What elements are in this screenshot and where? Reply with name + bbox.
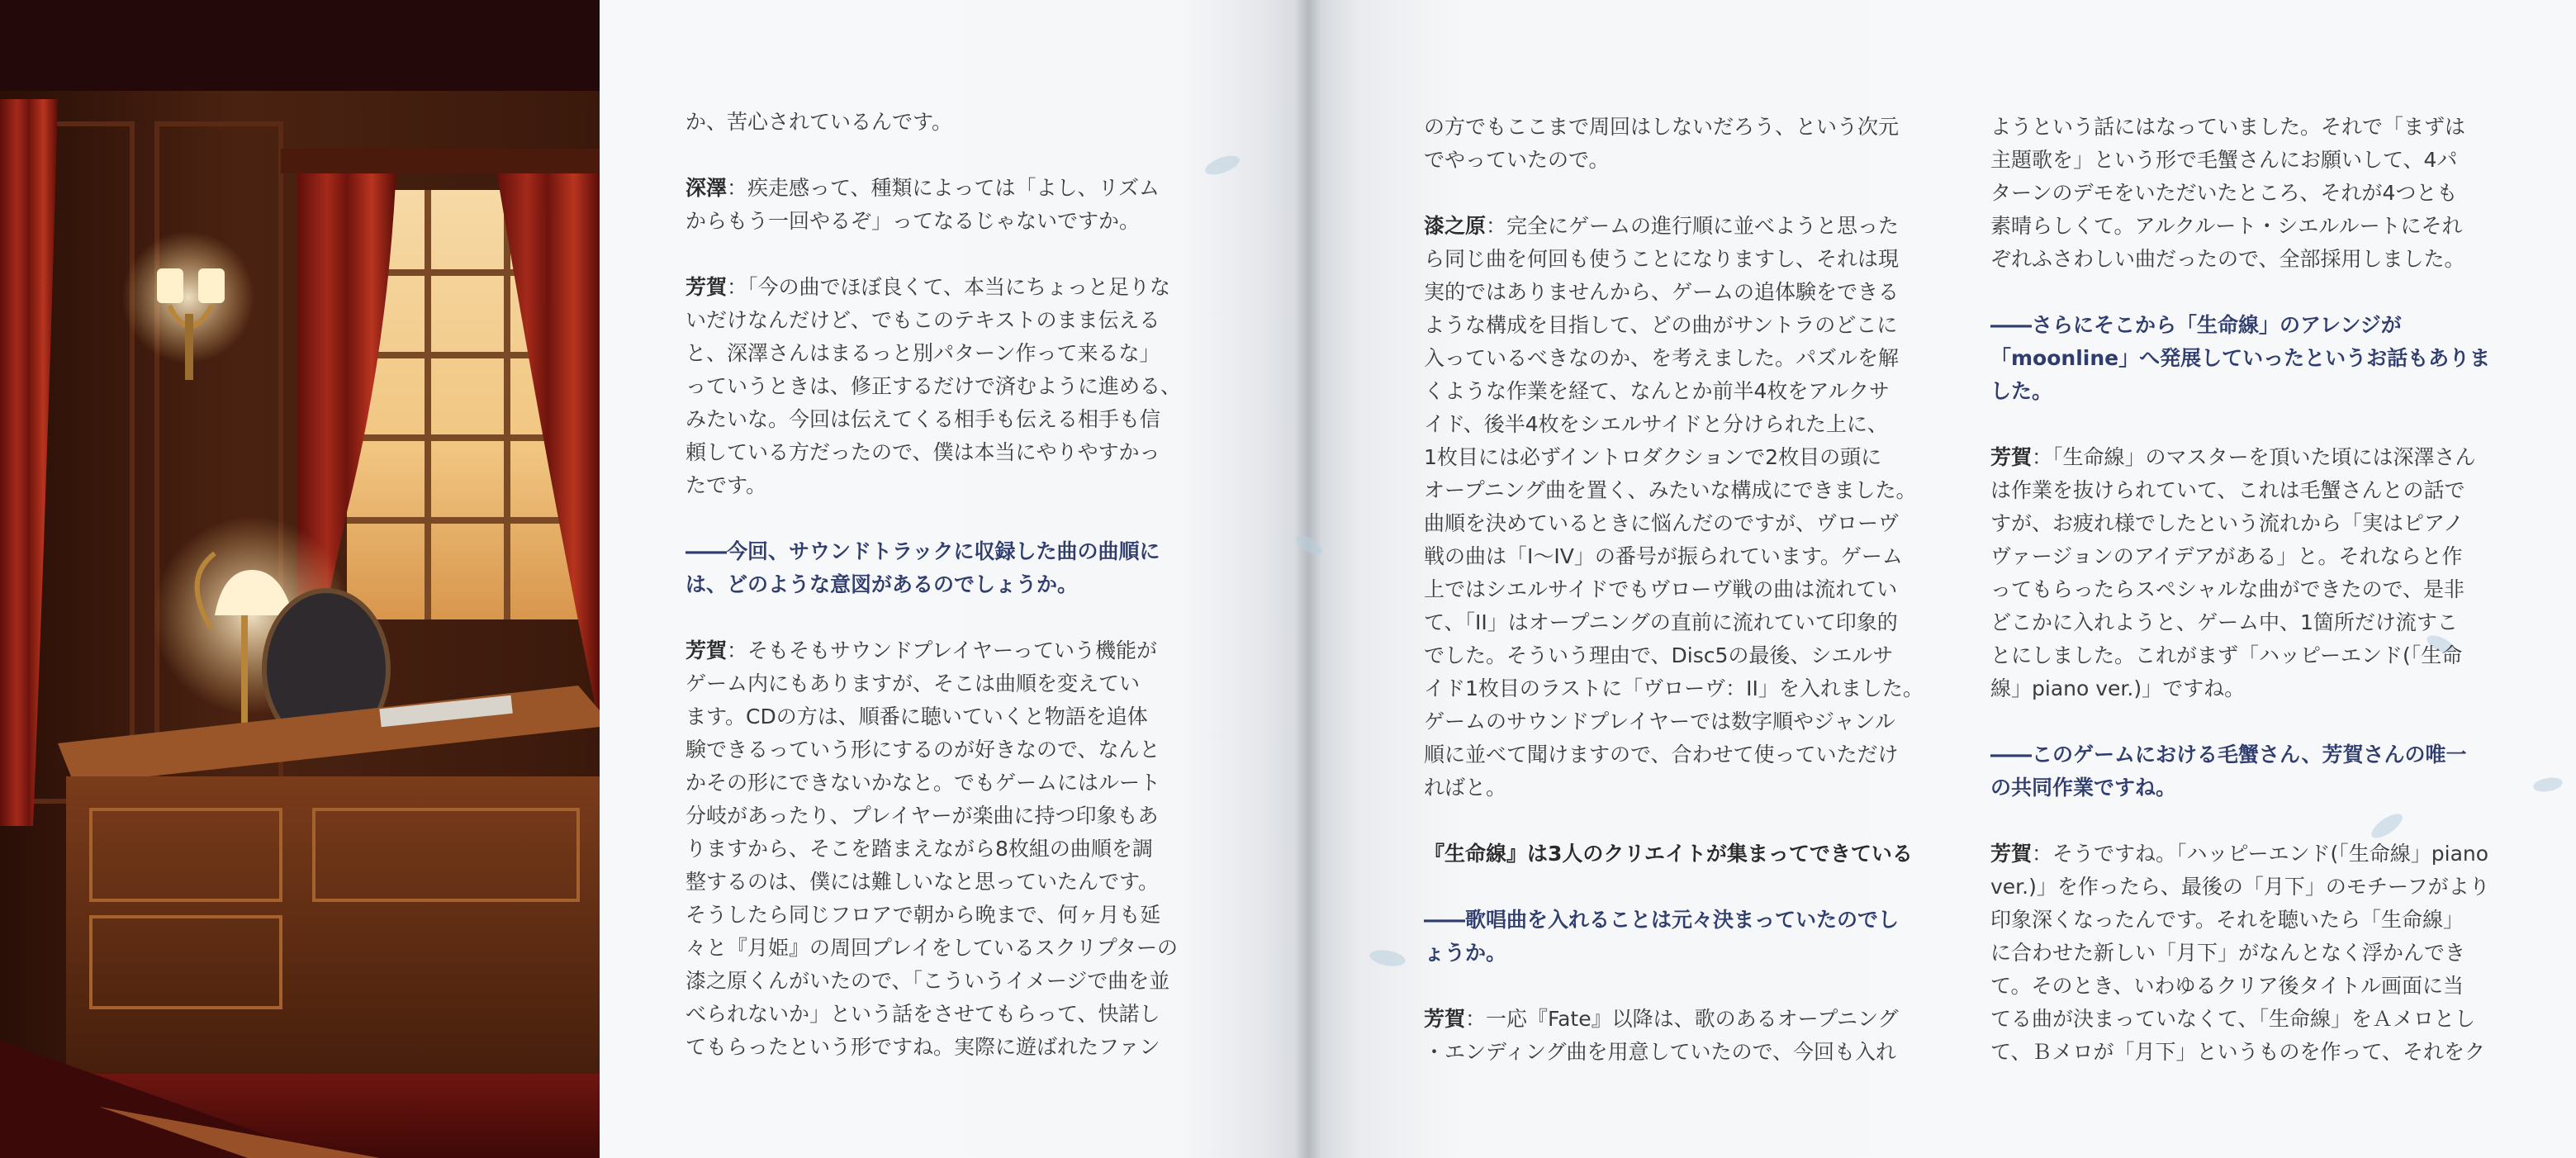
text-line	[1990, 144, 2486, 177]
line-text: て。そのとき、いわゆるクリア後タイトル画面に当	[1990, 974, 2465, 998]
room-illustration	[0, 0, 600, 1158]
line-text: たです。	[686, 473, 767, 497]
text-line	[686, 271, 1181, 304]
text-line	[686, 535, 1181, 568]
line-text: の方でもここまで周回はしないだろう、という次元	[1424, 115, 1900, 139]
line-text: 1枚目には必ずイントロダクションで2枚目の頭に	[1424, 445, 1882, 469]
line-text: とにしました。これがまず「ハッピーエンド(「生命	[1990, 643, 2463, 667]
text-line	[1990, 441, 2486, 474]
interview-paragraph	[1424, 111, 1919, 177]
interview-paragraph	[1990, 838, 2490, 1069]
text-column-1	[686, 106, 1181, 1097]
text-line	[1424, 937, 1919, 970]
text-line	[686, 370, 1181, 403]
line-text: みたいな。今回は伝えてくる相手も伝える相手も信	[686, 407, 1161, 431]
interview-paragraph	[1990, 441, 2486, 705]
line-text: ってもらったらスペシャルな曲ができたので、是非	[1990, 577, 2465, 601]
line-text: イド、後半4枚をシエルサイドと分けられた上に、	[1424, 412, 1888, 436]
text-line	[1424, 474, 1919, 507]
text-line	[1990, 904, 2486, 937]
text-line	[686, 205, 1181, 238]
speaker-name: 芳賀	[1990, 842, 2033, 866]
text-line	[1424, 573, 1919, 606]
text-line	[1424, 771, 1919, 804]
text-line	[1990, 474, 2486, 507]
line-text: ような構成を目指して、どの曲がサントラのどこに	[1424, 313, 1898, 337]
text-line	[1424, 276, 1919, 309]
text-line	[1990, 672, 2486, 705]
text-line	[1424, 441, 1919, 474]
line-text: ：「今の曲でほぼ良くて、本当にちょっと足りな	[727, 275, 1171, 299]
line-text: どこかに入れようと、ゲーム中、1箇所だけ流すこ	[1990, 610, 2458, 634]
line-text: オープニング曲を置く、みたいな構成にできました。	[1424, 478, 1917, 502]
petal-decoration	[1363, 942, 1412, 975]
line-text: 実的ではありませんから、ゲームの追体験をできる	[1424, 280, 1900, 304]
line-text: て、「II」はオープニングの直前に流れていて印象的	[1424, 610, 1898, 634]
line-text: りますから、そこを踏まえながら8枚組の曲順を調	[686, 837, 1153, 861]
line-text: 々と『月姫』の周回プレイをしているスクリプターの	[686, 936, 1179, 960]
interview-paragraph	[1990, 111, 2486, 276]
line-text: ver.)」を作ったら、最後の「月下」のモチーフがより	[1990, 875, 2490, 899]
text-line	[686, 469, 1181, 502]
line-text: ：一応『Fate』以降は、歌のあるオープニング	[1465, 1007, 1899, 1031]
text-line	[1424, 210, 1919, 243]
speaker-name: 芳賀	[686, 275, 728, 299]
line-text: ぞれふさわしい曲だったので、全部採用しました。	[1990, 247, 2465, 271]
line-text: 順に並べて聞けますので、合わせて使っていただけ	[1424, 743, 1899, 766]
line-text: いだけなんだけど、でもこのテキストのまま伝える	[686, 308, 1160, 332]
line-text: に合わせた新しい「月下」がなんとなく浮かんでき	[1990, 941, 2466, 965]
line-text: ：そうですね。「ハッピーエンド(「生命線」piano	[2032, 842, 2489, 866]
text-line	[686, 634, 1181, 667]
text-line	[1990, 342, 2491, 375]
text-line	[1424, 838, 1919, 871]
text-line	[1990, 871, 2490, 904]
line-text: っていうときは、修正するだけで済むように進める、	[686, 374, 1182, 398]
line-text: ：「生命線」のマスターを頂いた頃には深澤さん	[2032, 445, 2476, 469]
text-line	[1990, 507, 2486, 540]
study-room-artwork	[0, 0, 600, 1158]
line-text: 素晴らしくて。アルクルート・シエルルートにそれ	[1990, 214, 2463, 238]
line-text: ゲーム内にもありますが、そこは曲順を変えてい	[686, 672, 1141, 695]
section-heading	[1424, 838, 1919, 871]
text-line	[1990, 309, 2486, 342]
text-line	[1424, 1036, 1919, 1069]
petal-decoration	[1198, 149, 1247, 182]
line-text: ――このゲームにおける毛蟹さん、芳賀さんの唯一	[1990, 743, 2467, 766]
text-line	[686, 1031, 1181, 1064]
text-line	[1990, 375, 2486, 408]
text-line	[1424, 309, 1919, 342]
text-line	[1990, 937, 2486, 970]
line-text: ――今回、サウンドトラックに収録した曲の曲順に	[686, 539, 1160, 563]
text-line	[686, 700, 1181, 733]
text-line	[686, 866, 1181, 899]
text-line	[1990, 540, 2486, 573]
line-text: 主題歌を」という形で毛蟹さんにお願いして、4パ	[1990, 148, 2458, 172]
text-line	[686, 998, 1181, 1031]
text-line	[686, 733, 1181, 766]
line-text: の共同作業ですね。	[1990, 776, 2177, 800]
line-text: 曲順を決めているときに悩んだのですが、ヴローヴ	[1424, 511, 1900, 535]
text-line	[1990, 970, 2486, 1003]
line-text: 線」piano ver.)」ですね。	[1990, 676, 2246, 700]
interview-paragraph	[686, 172, 1181, 238]
line-text: でやっていたので。	[1424, 148, 1610, 172]
line-text: ：疾走感って、種類によっては「よし、リズム	[727, 176, 1160, 200]
book-gutter	[1295, 0, 1321, 1158]
text-line	[1424, 144, 1919, 177]
interview-question	[1424, 904, 1919, 970]
text-line	[1990, 606, 2486, 639]
text-line	[1990, 573, 2486, 606]
interview-question	[1990, 309, 2491, 408]
text-line	[1424, 243, 1919, 276]
line-text: からもう一回やるぞ」ってなるじゃないですか。	[686, 209, 1141, 233]
line-text: かその形にできないかなと。でもゲームにはルート	[686, 771, 1161, 795]
interview-paragraph	[686, 106, 1181, 139]
line-text: てる曲が決まっていなくて、「生命線」をＡメロとし	[1990, 1007, 2476, 1031]
text-line	[1424, 606, 1919, 639]
line-text: ます。CDの方は、順番に聴いていくと物語を追体	[686, 705, 1148, 728]
text-line	[686, 568, 1181, 601]
line-text: ゲームのサウンドプレイヤーでは数字順やジャンル	[1424, 710, 1895, 733]
text-line	[1424, 540, 1919, 573]
interview-question	[686, 535, 1181, 601]
line-text: した。	[1990, 379, 2053, 403]
text-line	[1424, 408, 1919, 441]
text-line	[1424, 111, 1919, 144]
speaker-name: 芳賀	[686, 638, 728, 662]
line-text: そうしたら同じフロアで朝から晩まで、何ヶ月も延	[686, 903, 1161, 927]
text-line	[686, 304, 1181, 337]
text-line	[1424, 1003, 1919, 1036]
line-text: イド1枚目のラストに「ヴローヴ：II」を入れました。	[1424, 676, 1924, 700]
text-line	[686, 337, 1181, 370]
text-line	[1990, 838, 2489, 871]
line-text: か、苦心されているんです。	[686, 110, 953, 134]
text-line	[1424, 639, 1919, 672]
petal-decoration	[1288, 529, 1330, 562]
line-text: は作業を抜けられていて、これは毛蟹さんとの話で	[1990, 478, 2465, 502]
text-line	[1990, 111, 2486, 144]
line-text: 印象深くなったんです。それを聴いたら「生命線」	[1990, 908, 2465, 932]
line-text: ようという話にはなっていました。それで「まずは	[1990, 115, 2466, 139]
text-line	[686, 106, 1181, 139]
text-line	[686, 800, 1181, 833]
text-line	[1990, 1003, 2486, 1036]
text-column-3	[1990, 111, 2491, 1102]
interview-paragraph	[686, 271, 1181, 502]
line-text: て、Ｂメロが「月下」というものを作って、それをク	[1990, 1040, 2486, 1064]
text-line	[1424, 904, 1919, 937]
line-text: 漆之原くんがいたので、「こういうイメージで曲を並	[686, 969, 1170, 993]
petal-decoration	[2527, 768, 2569, 801]
line-text: 験できるっていう形にするのが好きなので、なんと	[686, 738, 1160, 762]
text-line	[1990, 738, 2486, 771]
text-line	[686, 899, 1181, 932]
interview-paragraph	[1424, 1003, 1919, 1069]
line-text: ら同じ曲を何回も使うことになりますし、それは現	[1424, 247, 1900, 271]
line-text: ヴァージョンのアイデアがある」と。それならと作	[1990, 544, 2463, 568]
line-text: すが、お疲れ様でしたという流れから「実はピアノ	[1990, 511, 2465, 535]
interview-question	[1990, 738, 2486, 804]
text-line	[1990, 639, 2486, 672]
text-line	[686, 965, 1181, 998]
line-text: 『生命線』は3人のクリエイトが集まってできている	[1424, 842, 1913, 866]
text-line	[1990, 771, 2486, 804]
interview-paragraph	[686, 634, 1181, 1064]
line-text: 分岐があったり、プレイヤーが楽曲に持つ印象もあ	[686, 804, 1159, 828]
text-line	[1990, 210, 2486, 243]
line-text: 「moonline」へ発展していったというお話もありま	[1990, 346, 2491, 370]
text-line	[1990, 243, 2486, 276]
interview-paragraph	[1424, 210, 1924, 804]
line-text: くような作業を経て、なんとか前半4枚をアルクサ	[1424, 379, 1890, 403]
text-line	[1990, 1036, 2486, 1069]
line-text: ょうか。	[1424, 941, 1507, 965]
line-text: ・エンディング曲を用意していたので、今回も入れ	[1424, 1040, 1897, 1064]
line-text: ターンのデモをいただいたところ、それが4つとも	[1990, 181, 2458, 205]
speaker-name: 漆之原	[1424, 214, 1487, 238]
line-text: は、どのような意図があるのでしょうか。	[686, 572, 1079, 596]
text-line	[1424, 507, 1919, 540]
text-line	[1424, 705, 1919, 738]
text-line	[686, 766, 1181, 800]
line-text: と、深澤さんはまるっと別パターン作って来るな」	[686, 341, 1160, 365]
text-line	[686, 436, 1181, 469]
text-line	[1990, 177, 2486, 210]
text-line	[686, 403, 1181, 436]
line-text: ：完全にゲームの進行順に並べようと思った	[1486, 214, 1900, 238]
text-line	[686, 172, 1181, 205]
text-line	[686, 833, 1181, 866]
text-line	[686, 667, 1181, 700]
line-text: ：そもそもサウンドプレイヤーっていう機能が	[727, 638, 1158, 662]
speaker-name: 芳賀	[1990, 445, 2033, 469]
line-text: 頼している方だったので、僕は本当にやりやすかっ	[686, 440, 1160, 464]
text-column-2	[1424, 111, 1924, 1102]
line-text: 戦の曲は「I～IV」の番号が振られています。ゲーム	[1424, 544, 1903, 568]
line-text: てもらったという形ですね。実際に遊ばれたファン	[686, 1035, 1160, 1059]
speaker-name: 深澤	[686, 176, 728, 200]
text-line	[1424, 375, 1919, 408]
line-text: ――歌唱曲を入れることは元々決まっていたのでし	[1424, 908, 1900, 932]
text-line	[1424, 672, 1924, 705]
line-text: 整するのは、僕には難しいなと思っていたんです。	[686, 870, 1160, 894]
line-text: ――さらにそこから「生命線」のアレンジが	[1990, 313, 2402, 337]
line-text: べられないか」という話をさせてもらって、快諾し	[686, 1002, 1160, 1026]
line-text: 入っているべきなのか、を考えました。パズルを解	[1424, 346, 1900, 370]
text-line	[1424, 342, 1919, 375]
line-text: 上ではシエルサイドでもヴローヴ戦の曲は流れてい	[1424, 577, 1898, 601]
line-text: ればと。	[1424, 776, 1507, 800]
text-line	[1424, 738, 1919, 771]
speaker-name: 芳賀	[1424, 1007, 1466, 1031]
line-text: でした。そういう理由で、Disc5の最後、シエルサ	[1424, 643, 1894, 667]
text-line	[686, 932, 1181, 965]
